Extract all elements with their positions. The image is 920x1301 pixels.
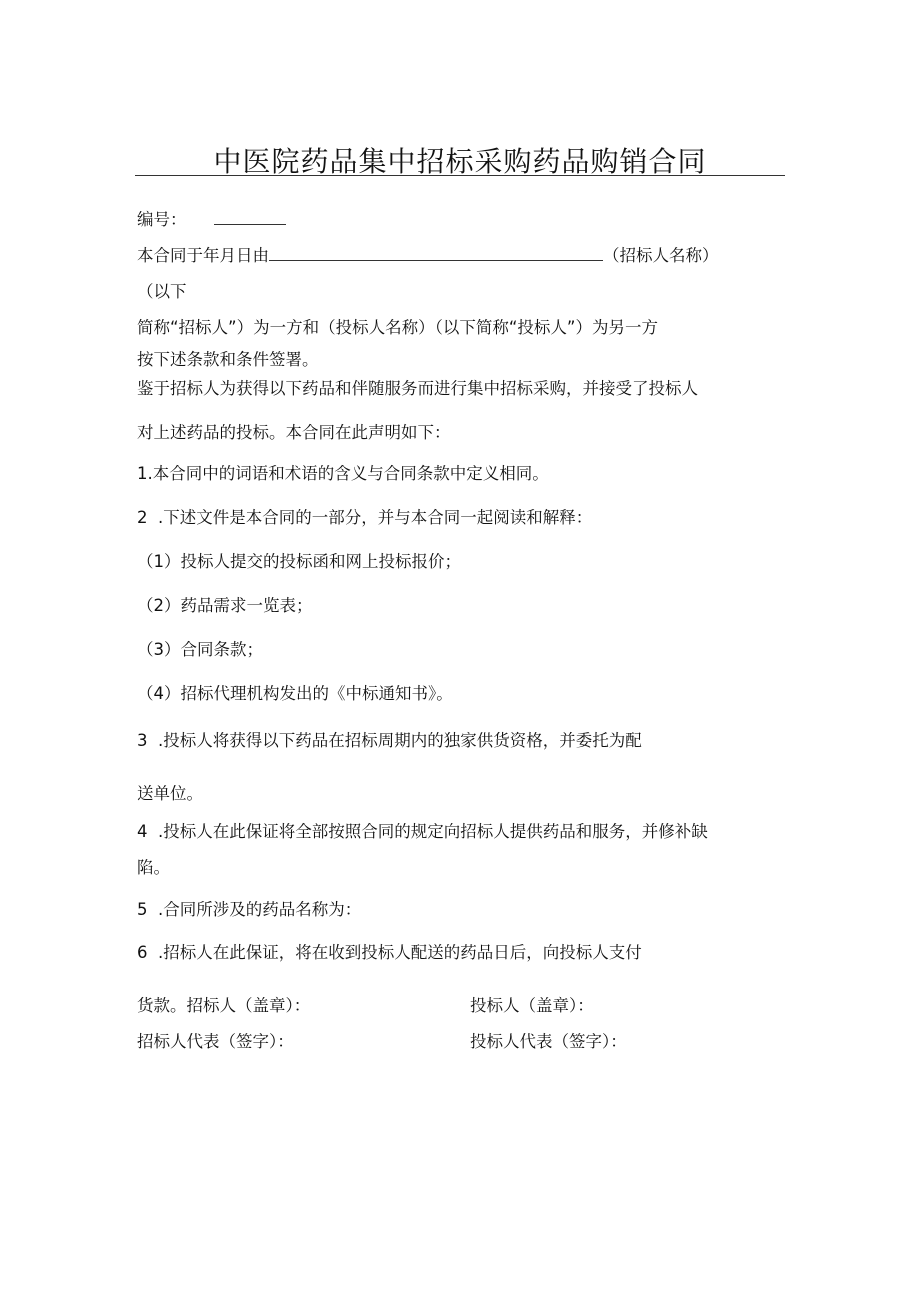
clause-4-line-1: 4 .投标人在此保证将全部按照合同的规定向招标人提供药品和服务，并修补缺 <box>137 822 708 841</box>
tenderer-name-blank <box>269 246 603 261</box>
intro-line-4: 按下述条款和条件签署。 <box>137 350 319 369</box>
bidder-rep-sign: 投标人代表（签字）： <box>470 1032 627 1051</box>
bidder-seal: 投标人（盖章）： <box>470 996 594 1015</box>
doc-item-1: （1）投标人提交的投标函和网上投标报价； <box>137 552 461 571</box>
seal-line <box>137 996 787 1016</box>
intro-prefix: 本合同于年月日由 <box>137 246 269 265</box>
intro-line-3: 简称“招标人”）为一方和（投标人名称）（以下简称“投标人”）为另一方 <box>137 318 658 337</box>
clause-3-line-2: 送单位。 <box>137 784 203 803</box>
clause-4-line-2: 陷。 <box>137 858 170 877</box>
number-line <box>137 210 286 230</box>
doc-item-2: （2）药品需求一览表； <box>137 596 313 615</box>
whereas-line-1: 鉴于招标人为获得以下药品和伴随服务而进行集中招标采购，并接受了投标人 <box>137 379 698 398</box>
payment-tenderer-seal: 货款。招标人（盖章）： <box>137 996 311 1015</box>
number-blank <box>214 210 286 225</box>
document-title: 中医院药品集中招标采购药品购销合同 <box>213 145 707 178</box>
number-label: 编号： <box>137 210 187 229</box>
signature-line <box>137 1032 787 1052</box>
clause-2: 2 .下述文件是本合同的一部分，并与本合同一起阅读和解释： <box>137 508 593 527</box>
whereas-line-2: 对上述药品的投标。本合同在此声明如下： <box>137 423 451 442</box>
intro-line-2: （以下 <box>137 282 187 301</box>
clause-5: 5 .合同所涉及的药品名称为： <box>137 900 362 919</box>
clause-1: 1.本合同中的词语和术语的含义与合同条款中定义相同。 <box>137 464 549 483</box>
doc-item-3: （3）合同条款； <box>137 640 263 659</box>
intro-suffix: （招标人名称） <box>603 246 719 265</box>
intro-line-1 <box>137 246 719 266</box>
title-underline <box>135 175 785 176</box>
tenderer-rep-sign: 招标人代表（签字）： <box>137 1032 294 1051</box>
clause-3-line-1: 3 .投标人将获得以下药品在招标周期内的独家供货资格，并委托为配 <box>137 731 642 750</box>
doc-item-4: （4）招标代理机构发出的《中标通知书》。 <box>137 684 453 703</box>
clause-6: 6 .招标人在此保证，将在收到投标人配送的药品日后，向投标人支付 <box>137 943 642 962</box>
